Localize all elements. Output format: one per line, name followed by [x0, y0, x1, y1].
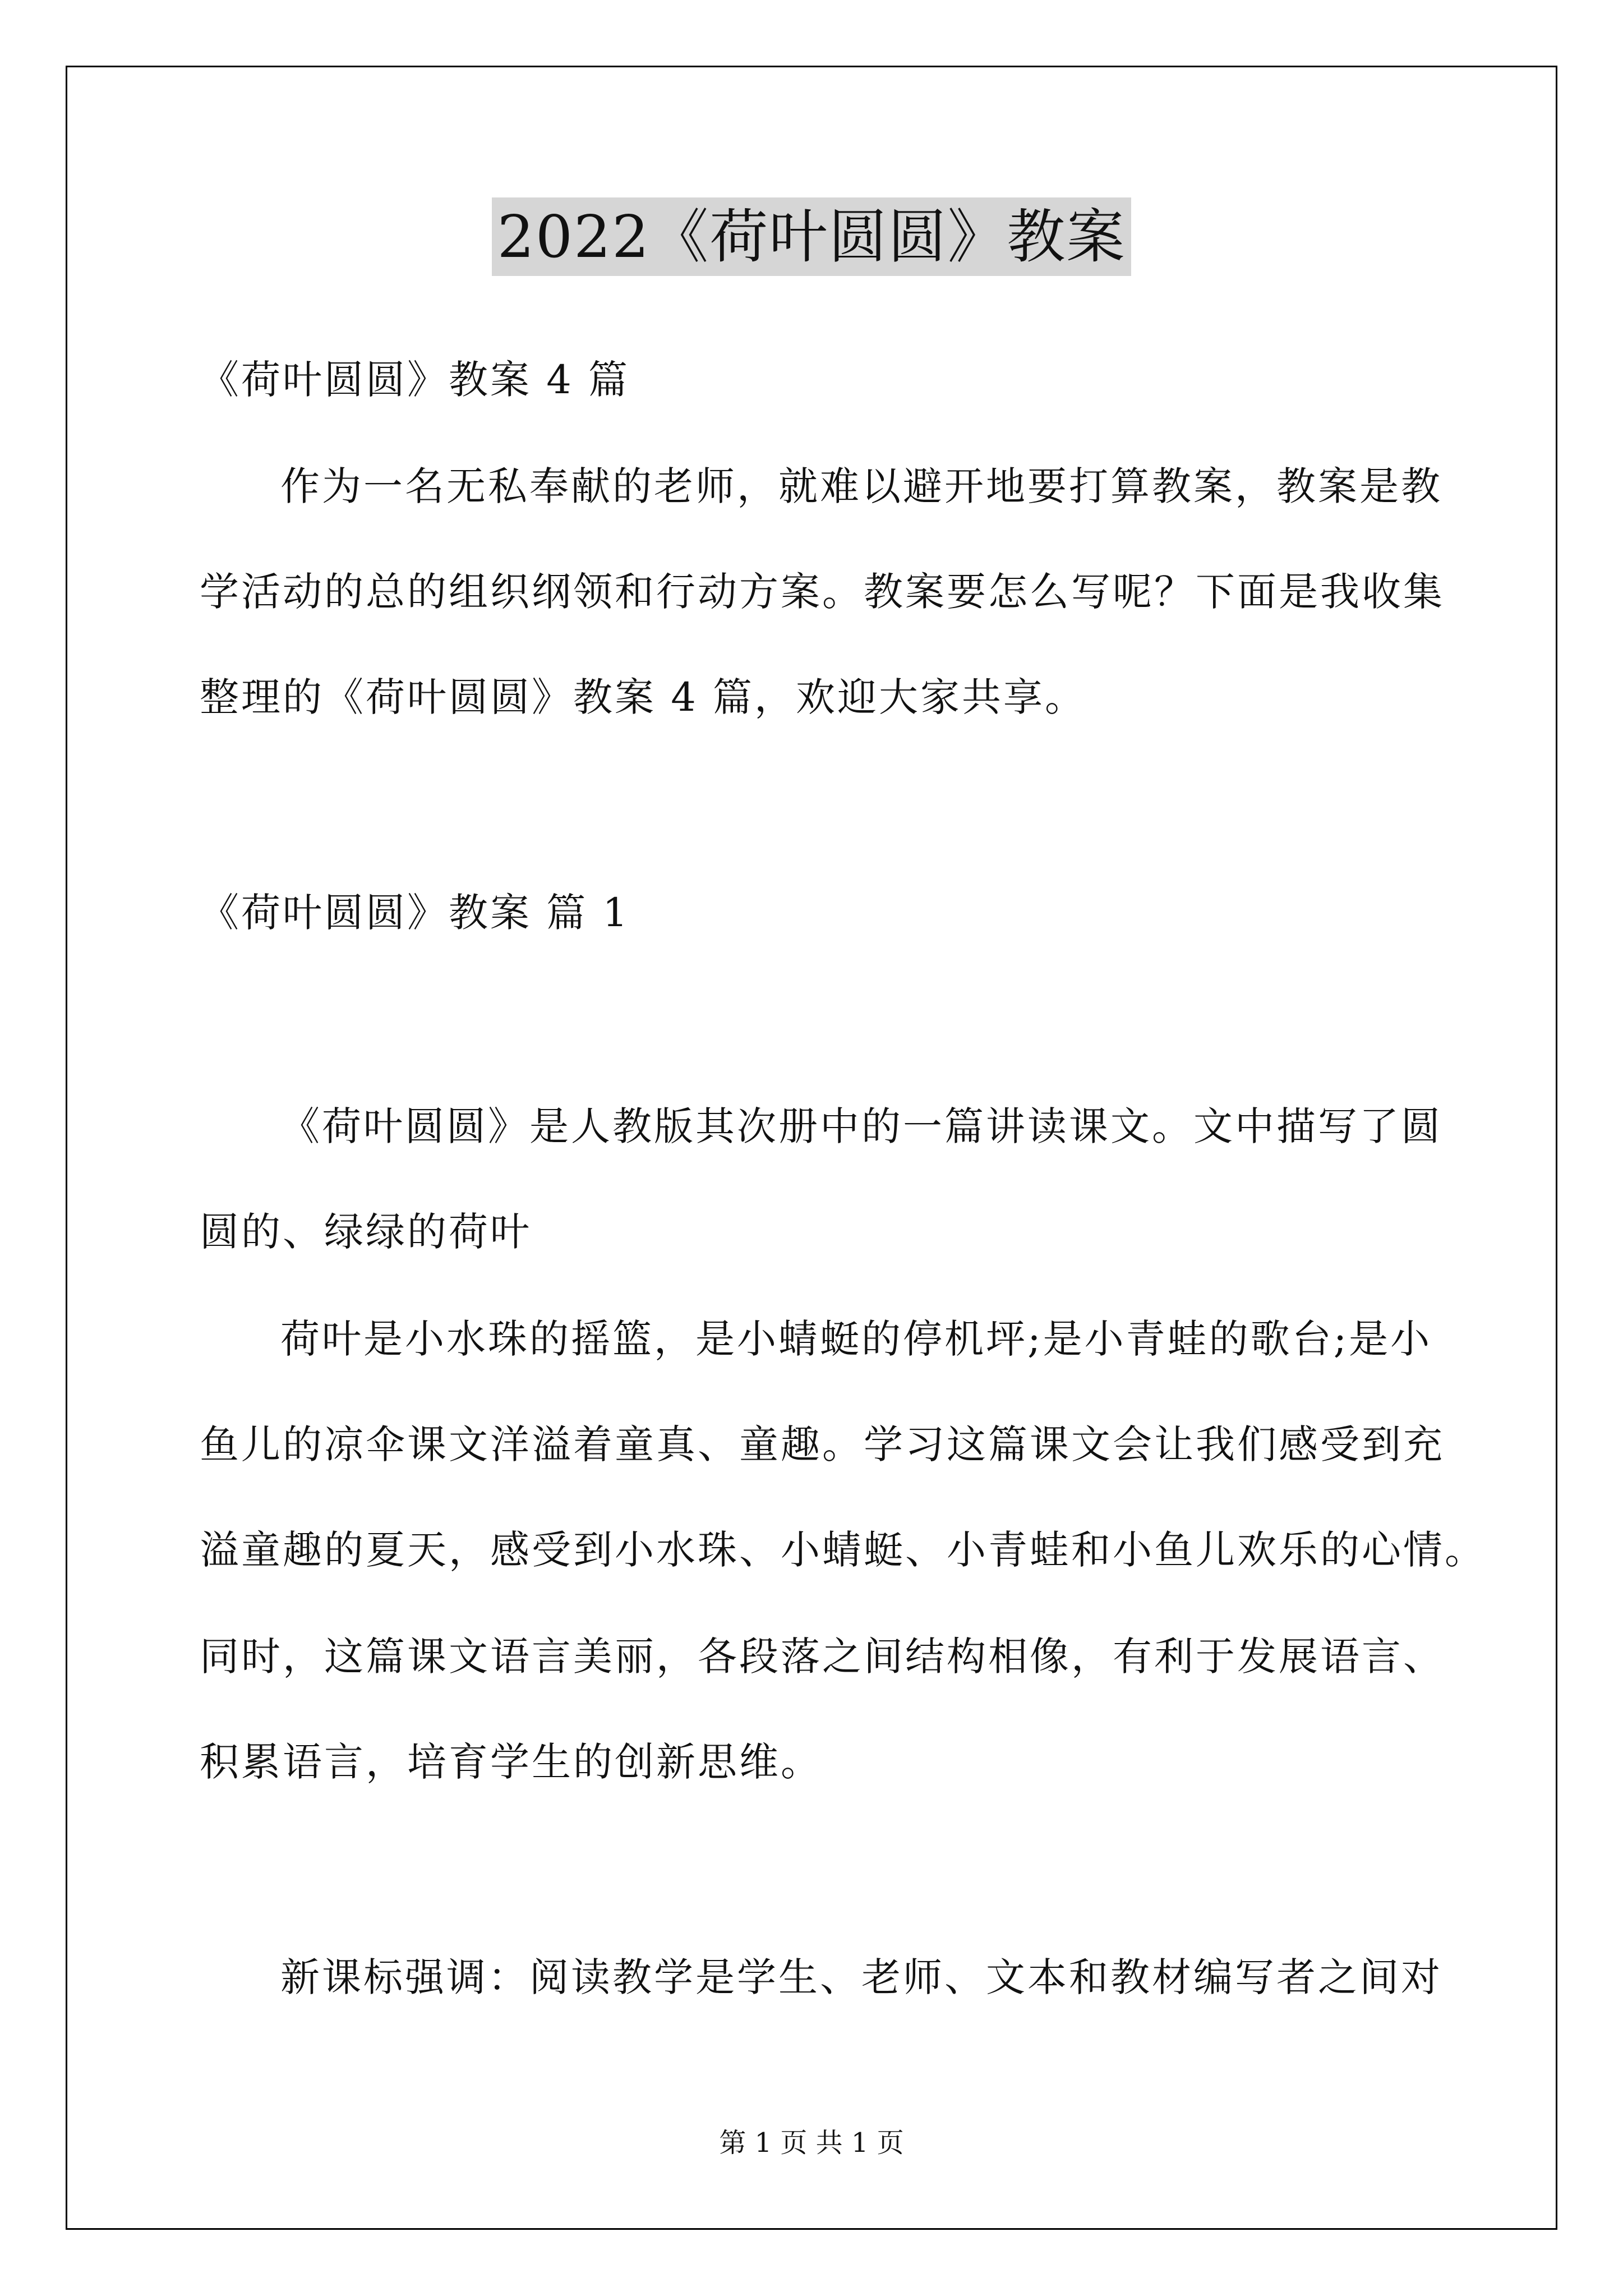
paragraph-3-line-1: 新课标强调：阅读教学是学生、老师、文本和教材编写者之间对 [280, 1954, 1442, 2000]
document-title-row [0, 197, 1623, 276]
intro-line-2: 学活动的总的组织纲领和行动方案。教案要怎么写呢？下面是我收集 [200, 569, 1445, 615]
intro-line-3: 整理的《荷叶圆圆》教案 4 篇，欢迎大家共享。 [200, 674, 1087, 720]
page-footer: 第 1 页 共 1 页 [719, 2127, 904, 2159]
paragraph-2-line-3: 溢童趣的夏天，感受到小水珠、小蜻蜓、小青蛙和小鱼儿欢乐的心情。 [200, 1527, 1486, 1573]
paragraph-2-line-1: 荷叶是小水珠的摇篮，是小蜻蜓的停机坪;是小青蛙的歌台;是小 [280, 1316, 1432, 1362]
paragraph-1-line-1: 《荷叶圆圆》是人教版其次册中的一篇讲读课文。文中描写了圆 [280, 1103, 1442, 1149]
section-heading: 《荷叶圆圆》教案 篇 1 [200, 890, 630, 936]
paragraph-2-line-2: 鱼儿的凉伞课文洋溢着童真、童趣。学习这篇课文会让我们感受到充 [200, 1421, 1445, 1467]
paragraph-2-line-4: 同时，这篇课文语言美丽，各段落之间结构相像，有利于发展语言、 [200, 1634, 1445, 1680]
paragraph-2-line-5: 积累语言，培育学生的创新思维。 [200, 1739, 822, 1785]
paragraph-1-line-2: 圆的、绿绿的荷叶 [200, 1209, 532, 1255]
intro-line-1: 作为一名无私奉献的老师，就难以避开地要打算教案，教案是教 [280, 463, 1442, 509]
document-title: 2022《荷叶圆圆》教案 [492, 197, 1132, 276]
document-subtitle: 《荷叶圆圆》教案 4 篇 [200, 357, 630, 403]
